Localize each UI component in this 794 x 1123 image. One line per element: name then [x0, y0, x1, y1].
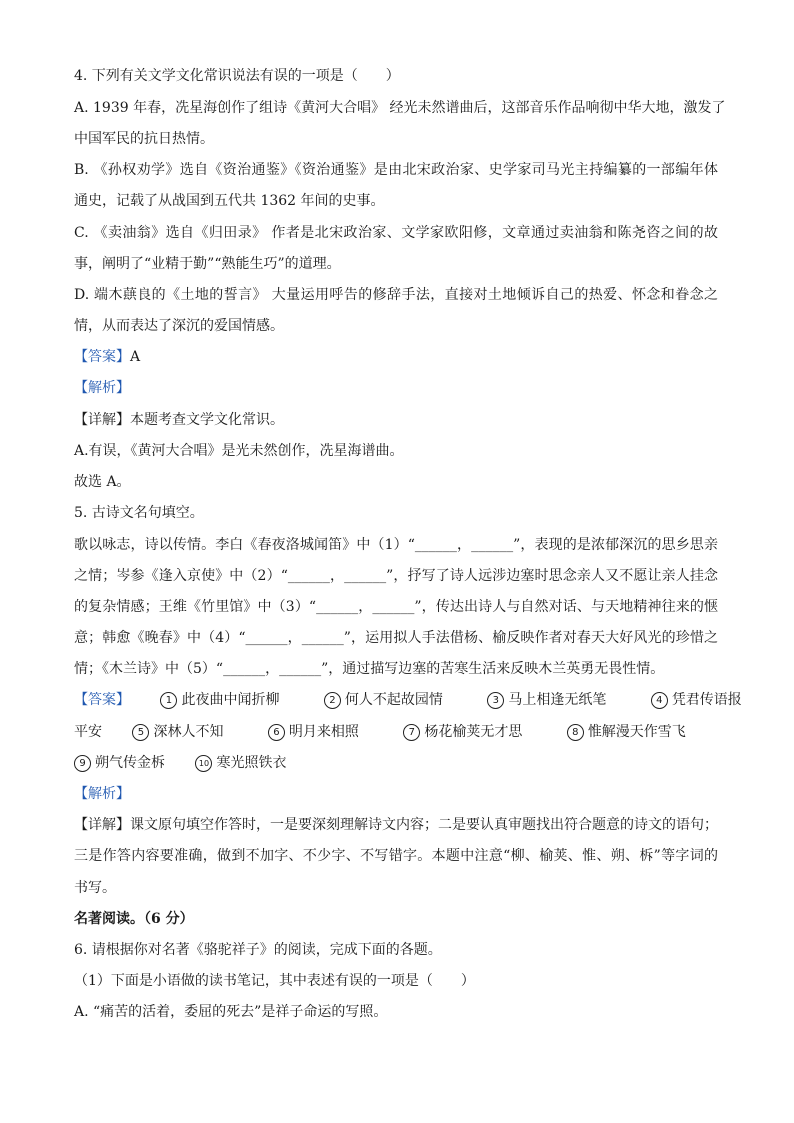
number-badge: 6 — [268, 724, 285, 741]
q4-answer — [74, 347, 140, 367]
q4-option-a-line1: A. 1939 年春，冼星海创作了组诗《黄河大合唱》 经光未然谱曲后，这部音乐作品响彻中华大地，激发了 — [74, 100, 726, 116]
q5-paragraph-line1: 歌以咏志，诗以传情。李白《春夜洛城闻笛》中（1）“______，______”，表现的是浓郁深沉的思乡思亲 — [74, 537, 718, 553]
q6-sub-question-1: （1）下面是小语做的读书笔记，其中表述有误的一项是（ ） — [74, 973, 475, 989]
q4-option-c-line1: C. 《卖油翁》选自《归田录》 作者是北宋政治家、文学家欧阳修，文章通过卖油翁和陈尧咨之间的故 — [74, 225, 718, 241]
q4-option-d-line2: 情，从而表达了深沉的爱国情感。 — [74, 318, 284, 334]
number-badge: 7 — [403, 724, 420, 741]
q5-paragraph-line5: 情；《木兰诗》中（5）“______，______”，通过描写边塞的苦寒生活来反映木兰英勇无畏性情。 — [74, 661, 665, 677]
q5-paragraph-line3: 的复杂情感；王维《竹里馆》中（3）“______，______”，传达出诗人与自然对话、与天地精神往来的惬 — [74, 599, 718, 615]
number-badge: 10 — [195, 755, 212, 772]
answer-item: 3 马上相逢无纸笔 — [487, 690, 606, 710]
q4-option-a-line2: 中国军民的抗日热情。 — [74, 131, 214, 147]
q4-detail-line3: 故选 A。 — [74, 474, 131, 490]
q4-option-d-line1: D. 端木蕻良的《土地的誓言》 大量运用呼告的修辞手法，直接对土地倾诉自己的热爱、怀念和眷念之 — [74, 287, 718, 303]
detail-text: 本题考查文学文化常识。 — [130, 412, 284, 428]
answer-item: 7 杨花榆荚无才思 — [403, 722, 522, 742]
number-badge: 3 — [487, 692, 504, 709]
answer-item: 10 寒光照铁衣 — [195, 753, 286, 773]
number-badge: 1 — [160, 692, 177, 709]
answer-value: A — [130, 349, 141, 365]
q5-detail-line3: 书写。 — [74, 880, 116, 896]
q5-detail-line1: 【详解】课文原句填空作答时，一是要深刻理解诗文内容；二是要认真审题找出符合题意的诗文的语句； — [74, 817, 718, 833]
q5-analysis-tag: 【解析】 — [74, 786, 130, 802]
answer-item: 4 凭君传语报 — [651, 690, 742, 710]
q6-stem: 6. 请根据你对名著《骆驼祥子》的阅读，完成下面的各题。 — [74, 942, 442, 958]
answer-tag: 【答案】 — [74, 692, 130, 708]
q4-stem: 4. 下列有关文学文化常识说法有误的一项是（ ） — [74, 68, 400, 84]
answer-item: 9 朔气传金柝 — [74, 753, 165, 773]
number-badge: 4 — [651, 692, 668, 709]
detail-tag: 【详解】 — [74, 817, 130, 833]
q4-detail-line2: A.有误，《黄河大合唱》是光未然创作，冼星海谱曲。 — [74, 443, 404, 459]
answer-item: 8 惟解漫天作雪飞 — [567, 722, 686, 742]
q4-detail — [74, 410, 284, 430]
number-badge: 9 — [74, 755, 91, 772]
answer-item: 2 何人不起故园情 — [324, 690, 443, 710]
number-badge: 2 — [324, 692, 341, 709]
q5-answer-line3 — [74, 753, 286, 773]
section-title: 名著阅读。（6 分） — [74, 911, 194, 927]
answer-item: 5 深林人不知 — [132, 722, 223, 742]
q4-option-b-line2: 通史，记载了从战国到五代共 1362 年间的史事。 — [74, 193, 385, 209]
q4-option-c-line2: 事，阐明了“业精于勤”“熟能生巧”的道理。 — [74, 256, 341, 272]
q5-answer-line2: 平安 5 深林人不知 6 明月来相照 7 杨花榆荚无才思 8 惟解漫天作雪飞 — [74, 724, 686, 740]
number-badge: 8 — [567, 724, 584, 741]
q5-stem: 5. 古诗文名句填空。 — [74, 505, 204, 521]
detail-tag: 【详解】 — [74, 412, 130, 428]
q4-analysis-tag: 【解析】 — [74, 380, 130, 396]
answer-tag: 【答案】 — [74, 349, 130, 365]
q5-paragraph-line4: 意；韩愈《晚春》中（4）“______，______”，运用拟人手法借杨、榆反映作者对春天大好风光的珍惜之 — [74, 630, 718, 646]
number-badge: 5 — [132, 724, 149, 741]
q4-option-b-line1: B. 《孙权劝学》选自《资治通鉴》《资治通鉴》是由北宋政治家、史学家司马光主持编纂的一部编年体 — [74, 162, 718, 178]
q5-answer-line1 — [74, 690, 742, 710]
q5-paragraph-line2: 之情；岑参《逢入京使》中（2）“______，______”，抒写了诗人远涉边塞时思念亲人又不愿让亲人挂念 — [74, 568, 718, 584]
answer-item: 6 明月来相照 — [268, 722, 359, 742]
answer-item: 1 此夜曲中闻折柳 — [160, 690, 279, 710]
q6-option-a: A. “痛苦的活着，委屈的死去”是祥子命运的写照。 — [74, 1004, 388, 1020]
q5-detail-line2: 三是作答内容要准确，做到不加字、不少字、不写错字。本题中注意“柳、榆荚、惟、朔、柝”等字词的 — [74, 848, 718, 864]
